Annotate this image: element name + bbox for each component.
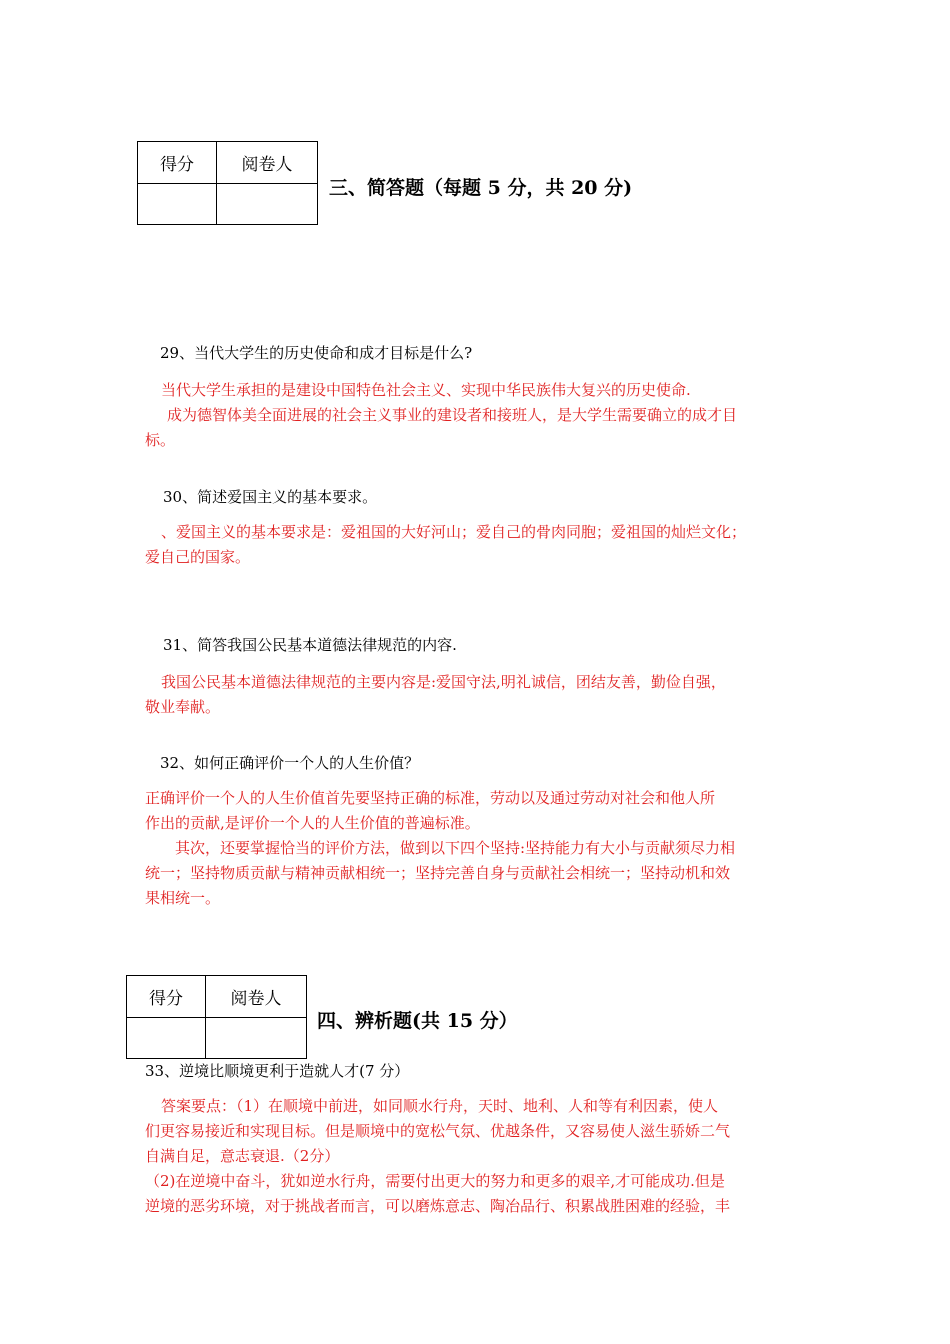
answer-line: 标。 [145, 431, 176, 449]
question-33: 33、逆境比顺境更利于造就人才(7 分） [145, 1062, 410, 1080]
score-table-section4 [126, 975, 307, 1059]
answer-line: 们更容易接近和实现目标。但是顺境中的宽松气氛、优越条件，又容易使人滋生骄娇二气 [145, 1122, 731, 1140]
section4-heading: 四、辨析题(共 15 分） [317, 1010, 518, 1032]
answer-31 [145, 670, 726, 720]
answer-line: 正确评价一个人的人生价值首先要坚持正确的标准，劳动以及通过劳动对社会和他人所 [145, 789, 716, 807]
answer-line: 成为德智体美全面进展的社会主义事业的建设者和接班人，是大学生需要确立的成才目 [167, 406, 738, 424]
answer-line: 作出的贡献,是评价一个人的人生价值的普遍标准。 [145, 814, 480, 832]
grader-cell[interactable] [217, 184, 318, 225]
answer-line: 逆境的恶劣环境，对于挑战者而言，可以磨炼意志、陶冶品行、积累战胜困难的经验，丰 [145, 1197, 731, 1215]
grader-label: 阅卷人 [217, 142, 318, 184]
score-label: 得分 [138, 142, 217, 184]
answer-33 [145, 1094, 730, 1219]
question-29: 29、当代大学生的历史使命和成才目标是什么? [160, 344, 473, 362]
answer-line: 果相统一。 [145, 889, 221, 907]
question-30: 30、简述爱国主义的基本要求。 [163, 488, 378, 506]
section3-heading: 三、简答题（每题 5 分，共 20 分) [329, 177, 633, 199]
score-label: 得分 [127, 976, 206, 1018]
answer-line: 我国公民基本道德法律规范的主要内容是:爱国守法,明礼诚信，团结友善，勤俭自强， [161, 673, 726, 691]
answer-line: 、爱国主义的基本要求是：爱祖国的大好河山；爱自己的骨肉同胞；爱祖国的灿烂文化； [161, 523, 747, 541]
answer-line: 答案要点：（1）在顺境中前进，如同顺水行舟，天时、地利、人和等有利因素，使人 [161, 1097, 719, 1115]
question-31: 31、简答我国公民基本道德法律规范的内容. [163, 636, 457, 654]
score-cell[interactable] [127, 1018, 206, 1059]
answer-line: （2)在逆境中奋斗，犹如逆水行舟，需要付出更大的努力和更多的艰辛,才可能成功.但是 [145, 1172, 725, 1190]
score-cell[interactable] [138, 184, 217, 225]
score-table-section3 [137, 141, 318, 225]
grader-cell[interactable] [206, 1018, 307, 1059]
answer-line: 统一；坚持物质贡献与精神贡献相统一；坚持完善自身与贡献社会相统一；坚持动机和效 [145, 864, 731, 882]
answer-line: 自满自足，意志衰退.（2分） [145, 1147, 340, 1165]
answer-line: 当代大学生承担的是建设中国特色社会主义、实现中华民族伟大复兴的历史使命. [161, 381, 691, 399]
grader-label: 阅卷人 [206, 976, 307, 1018]
answer-30 [145, 520, 746, 570]
question-32: 32、如何正确评价一个人的人生价值？ [160, 754, 420, 772]
answer-32 [145, 786, 735, 911]
answer-line: 爱自己的国家。 [145, 548, 251, 566]
answer-line: 敬业奉献。 [145, 698, 221, 716]
answer-line: 其次，还要掌握恰当的评价方法，做到以下四个坚持:坚持能力有大小与贡献须尽力相 [175, 839, 736, 857]
answer-29 [145, 378, 737, 453]
